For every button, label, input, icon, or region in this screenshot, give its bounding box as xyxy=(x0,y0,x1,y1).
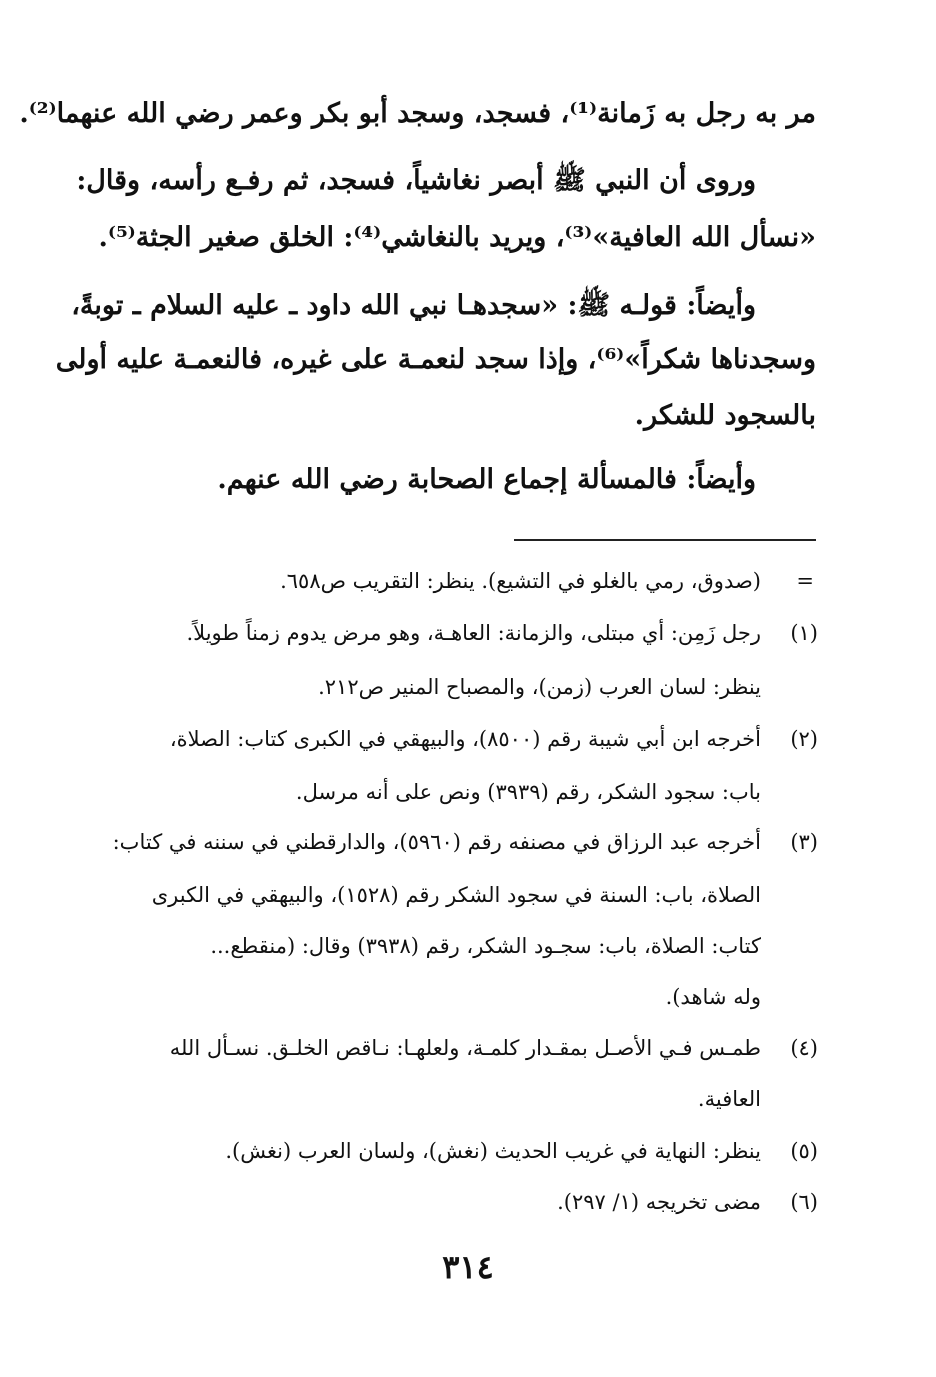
footnote-number-1: (١) xyxy=(790,621,818,645)
footnote-number-5: (٥) xyxy=(790,1139,818,1163)
footnote-3-line-1: أخرجه عبد الرزاق في مصنفه رقم (٥٩٦٠)، والدارقطني في سننه في كتاب: xyxy=(112,830,761,854)
footnote-5-line-1: ينظر: النهاية في غريب الحديث (نغش)، ولسان العرب (نغش). xyxy=(225,1139,761,1163)
footnote-3-line-3: كتاب: الصلاة، باب: سجـود الشكر، رقم (٣٩٣٨) وقال: (منقطع... xyxy=(210,934,761,958)
footnote-2-line-2: باب: سجود الشكر، رقم (٣٩٣٩) ونص على أنه مرسل. xyxy=(295,780,761,804)
body-line-3: «نسأل الله العافية»⁽³⁾، ويريد بالنغاشي⁽⁴⁾: الخلق صغير الجثة⁽⁵⁾. xyxy=(98,222,816,253)
body-line-4: وأيضاً: قولـه ﷺ: «سجدهـا نبي الله داود ـ عليه السلام ـ توبةً، xyxy=(71,290,756,321)
footnote-3-line-4: وله شاهد). xyxy=(665,985,761,1009)
body-line-6: بالسجود للشكر. xyxy=(634,400,816,431)
footnote-number-3: (٣) xyxy=(790,830,818,854)
body-line-5: وسجدناها شكراً»⁽⁶⁾، وإذا سجد لنعمـة على غيره، فالنعمـة عليه أولى xyxy=(55,344,816,375)
footnote-1-line-1: رجل زَمِن: أي مبتلى، والزمانة: العاهـة، وهو مرض يدوم زمناً طويلاً. xyxy=(186,621,761,645)
page-number: ٣١٤ xyxy=(442,1248,494,1286)
footnote-1-line-2: ينظر: لسان العرب (زمن)، والمصباح المنير ص٢١٢. xyxy=(318,675,761,699)
footnote-number-2: (٢) xyxy=(790,727,818,751)
footnote-2-line-1: أخرجه ابن أبي شيبة رقم (٨٥٠٠)، والبيهقي في الكبرى كتاب: الصلاة، xyxy=(169,727,761,751)
footnote-continuation: (صدوق، رمي بالغلو في التشيع). ينظر: التقريب ص٦٥٨. xyxy=(280,569,761,593)
footnote-4-line-1: طمـس فـي الأصـل بمقـدار كلمـة، ولعلهـا: نـاقص الخلـق. نسـأل الله xyxy=(169,1036,761,1060)
footnote-3-line-2: الصلاة، باب: السنة في سجود الشكر رقم (١٥٢٨)، والبيهقي في الكبرى xyxy=(151,883,761,907)
footnote-number-6: (٦) xyxy=(790,1190,818,1214)
body-line-2: وروى أن النبي ﷺ أبصر نغاشياً، فسجد، ثم رفـع رأسه، وقال: xyxy=(76,165,756,196)
body-line-7: وأيضاً: فالمسألة إجماع الصحابة رضي الله عنهم. xyxy=(217,464,756,495)
footnote-separator xyxy=(514,539,816,541)
footnote-continuation-marker: = xyxy=(796,569,814,593)
footnote-number-4: (٤) xyxy=(790,1036,818,1060)
footnote-6-line-1: مضى تخريجه (١/ ٢٩٧). xyxy=(557,1190,761,1214)
footnote-4-line-2: العافية. xyxy=(697,1087,761,1111)
body-line-1: مر به رجل به زَمانة⁽¹⁾، فسجد، وسجد أبو بكر وعمر رضي الله عنهما⁽²⁾. xyxy=(19,98,816,129)
